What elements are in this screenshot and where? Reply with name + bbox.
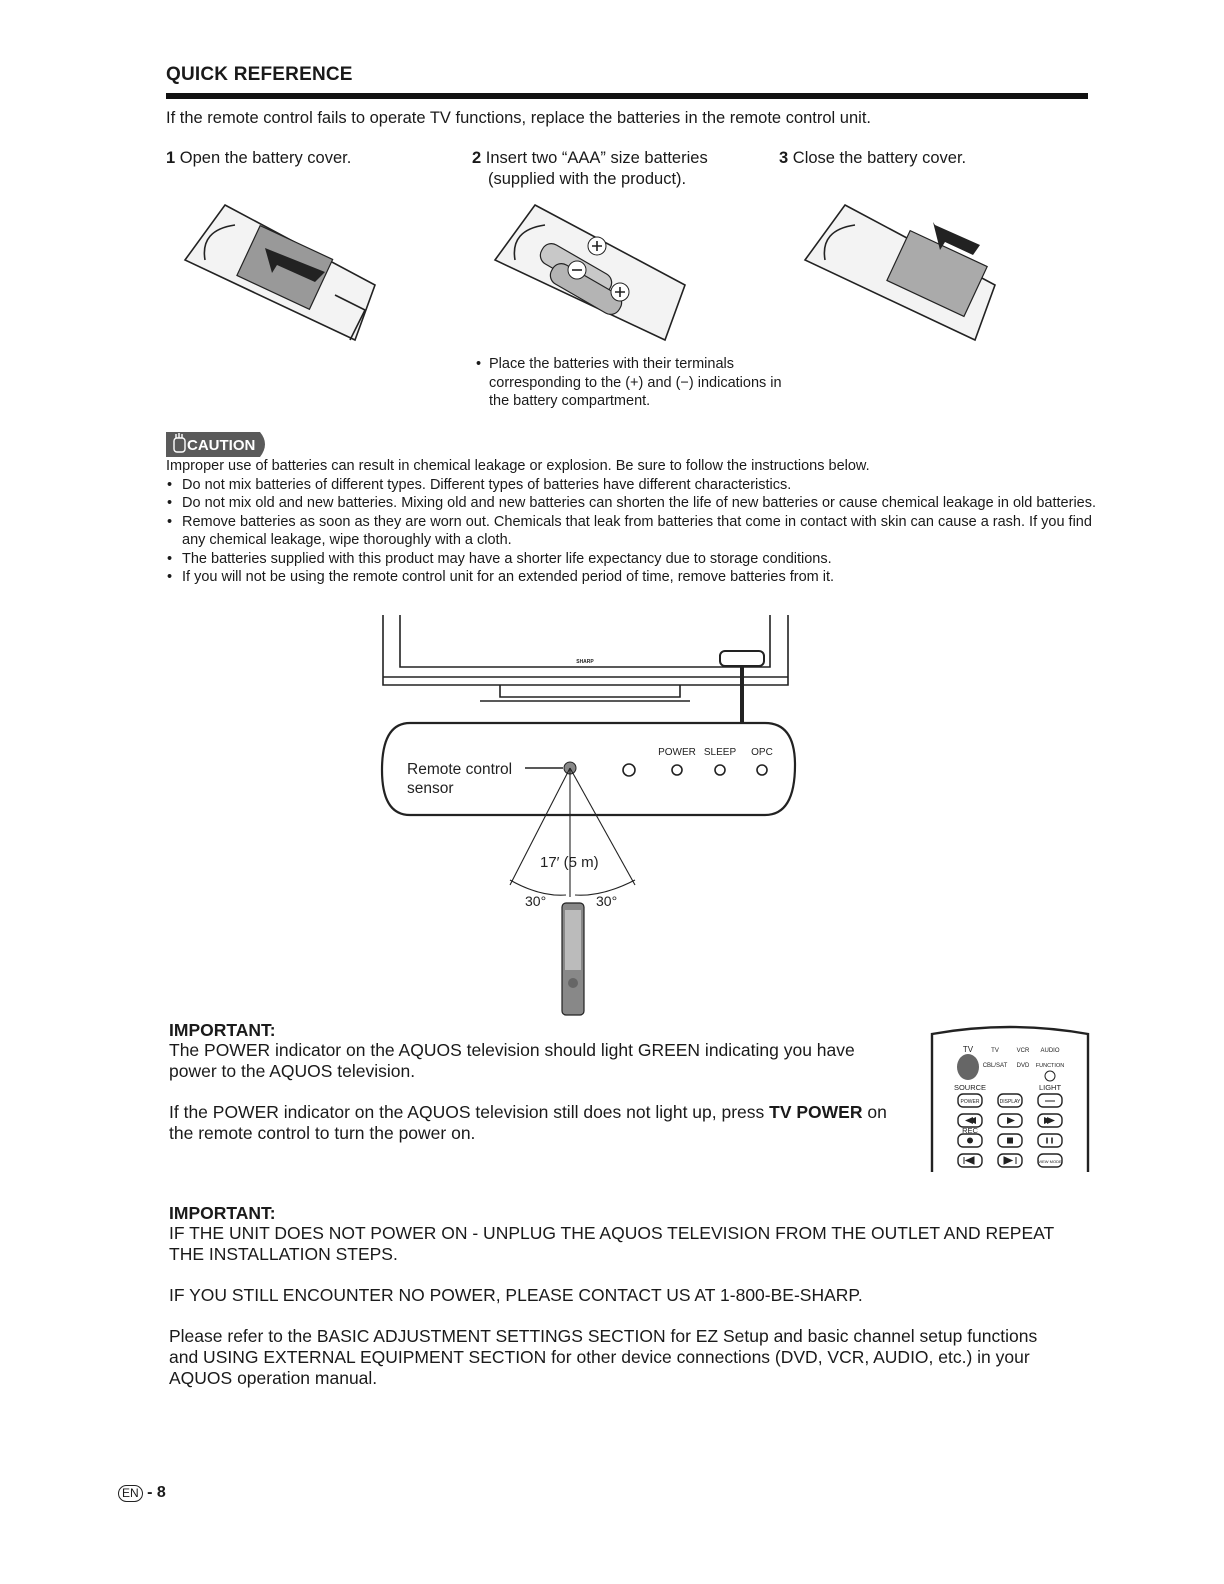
manual-reference: Please refer to the BASIC ADJUSTMENT SETTINGS SECTION for EZ Setup and basic channel setup functions and USING EXTERNAL EQUIPMENT SECTION for other device connections (DVD, VCR, AUDIO, etc.) in your AQUOS operation manual. — [169, 1326, 1038, 1388]
step-3-number: 3 — [779, 149, 789, 167]
caution-item: • Do not mix batteries of different types. Different types of batteries have different characteristics. — [166, 476, 1096, 495]
caution-item: • Do not mix old and new batteries. Mixing old and new batteries can shorten the life of new batteries or cause chemical leakage in old batteries. — [166, 494, 1096, 513]
caution-label: CAUTION — [187, 437, 256, 454]
record-icon — [967, 1138, 973, 1144]
pause-icon — [1047, 1138, 1052, 1144]
insert-batteries-illustration — [485, 200, 700, 350]
important-power-text: The POWER indicator on the AQUOS television should light GREEN indicating you have power to the AQUOS television. — [169, 1040, 855, 1081]
tv-power-button-name: TV POWER — [769, 1102, 863, 1122]
caution-item: • The batteries supplied with this product may have a shorter life expectancy due to storage conditions. — [166, 550, 1096, 569]
important-title-2: IMPORTANT: — [169, 1203, 276, 1223]
remote-sensor-diagram — [370, 615, 810, 1020]
title-rule — [166, 93, 1088, 99]
power-button-icon — [957, 1054, 979, 1080]
minus-icon — [568, 261, 586, 279]
angle-right-label: 30° — [596, 893, 618, 909]
fast-forward-icon — [1044, 1117, 1055, 1124]
indicator-opc-label: OPC — [751, 747, 773, 758]
cbl-sat-label: CBL/SAT — [982, 1063, 1008, 1069]
display-button-label: DISPLAY — [999, 1099, 1021, 1105]
step-2-text-line2: (supplied with the product). — [488, 170, 687, 188]
page-number-text: - 8 — [147, 1484, 166, 1501]
indicator-sleep-label: SLEEP — [703, 747, 737, 758]
dvd-label: DVD — [1016, 1063, 1030, 1069]
remote-closeup — [928, 1022, 1092, 1172]
audio-label: AUDIO — [1040, 1048, 1060, 1054]
view-mode-button-label: VIEW MODE — [1038, 1159, 1062, 1164]
caution-item: • If you will not be using the remote control unit for an extended period of time, remove batteries from it. — [166, 568, 1096, 587]
step-3 — [779, 148, 966, 169]
caution-section — [166, 457, 1096, 587]
step-1-number: 1 — [166, 149, 176, 167]
close-cover-illustration — [795, 200, 1010, 350]
rewind-icon — [965, 1117, 976, 1124]
sensor-label-line1: Remote control — [407, 761, 513, 778]
tv-label: TV — [962, 1045, 974, 1054]
page-title: QUICK REFERENCE — [166, 64, 353, 85]
tv-power-text-a: If the POWER indicator on the AQUOS television still does not light up, press — [169, 1102, 770, 1122]
power-button-label: POWER — [960, 1099, 980, 1105]
step-1 — [166, 148, 351, 169]
source-label: SOURCE — [953, 1083, 987, 1092]
function-label: FUNCTION — [1035, 1063, 1065, 1069]
language-badge: EN — [118, 1485, 143, 1502]
tv-mode-label: TV — [991, 1048, 999, 1054]
open-cover-illustration — [175, 200, 390, 350]
brand-logo: SHARP — [576, 659, 594, 665]
step-1-text: Open the battery cover. — [179, 149, 352, 167]
step-2 — [472, 148, 708, 190]
step-3-text: Close the battery cover. — [792, 149, 967, 167]
skip-back-icon — [964, 1157, 974, 1164]
plus-icon — [611, 283, 629, 301]
caution-badge — [166, 432, 270, 457]
distance-label: 17′ (5 m) — [540, 854, 599, 871]
caution-item: • Remove batteries as soon as they are worn out. Chemicals that leak from batteries that come in contact with skin can cause a rash. If you find any chemical leakage, wipe thoroughly with a cloth. — [166, 513, 1096, 550]
skip-forward-icon — [1004, 1157, 1016, 1164]
vcr-label: VCR — [1016, 1048, 1030, 1054]
caution-intro: Improper use of batteries can result in chemical leakage or explosion. Be sure to follow the instructions below. — [166, 458, 870, 474]
tv-power-text-b: on the remote control to turn the power on. — [169, 1102, 887, 1143]
rec-label: REC — [962, 1126, 978, 1135]
important-tv-power-text — [169, 1102, 909, 1144]
stop-icon — [1007, 1138, 1013, 1144]
intro-text: If the remote control fails to operate TV functions, replace the batteries in the remote control unit. — [166, 109, 871, 127]
step-2-text: Insert two “AAA” size batteries — [485, 149, 708, 167]
light-label: LIGHT — [1038, 1083, 1062, 1092]
step-2-number: 2 — [472, 149, 482, 167]
indicator-power-label: POWER — [658, 747, 696, 758]
contact-instruction: IF YOU STILL ENCOUNTER NO POWER, PLEASE CONTACT US AT 1-800-BE-SHARP. — [169, 1285, 863, 1305]
angle-left-label: 30° — [525, 893, 547, 909]
sensor-panel — [720, 651, 764, 666]
important-title-1: IMPORTANT: — [169, 1020, 276, 1040]
battery-note: • Place the batteries with their terminals corresponding to the (+) and (−) indications in the battery compartment. — [476, 356, 782, 409]
remote-illustration — [562, 903, 584, 1015]
page-number — [118, 1484, 166, 1502]
play-icon — [1007, 1117, 1015, 1124]
sensor-label-line2: sensor — [407, 780, 454, 797]
plus-icon — [588, 237, 606, 255]
unplug-instruction: IF THE UNIT DOES NOT POWER ON - UNPLUG THE AQUOS TELEVISION FROM THE OUTLET AND REPEAT THE INSTALLATION STEPS. — [169, 1223, 1054, 1264]
tv-illustration — [383, 615, 788, 701]
